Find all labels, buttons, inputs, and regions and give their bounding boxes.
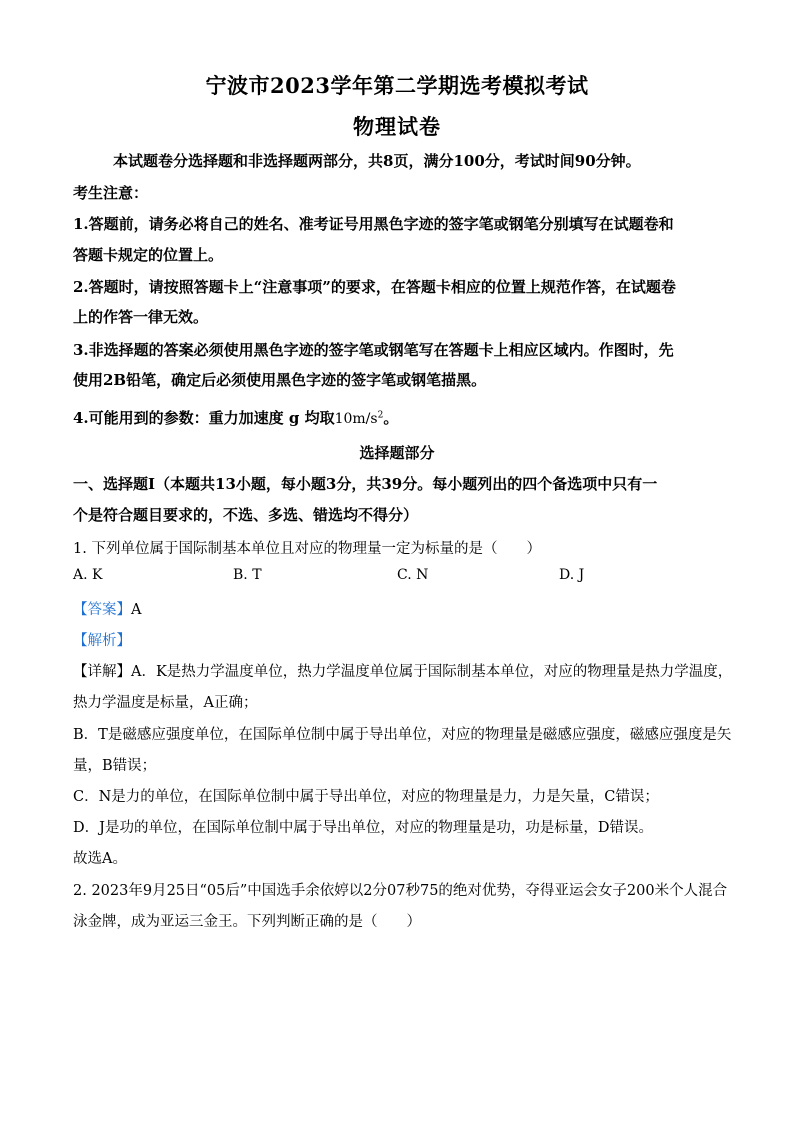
question-1-answer <box>73 598 733 619</box>
section-heading-line-2: 个是符合题目要求的，不选、多选、错选均不得分） <box>73 506 419 524</box>
notes-heading: 考生注意： <box>73 184 149 202</box>
question-1-d-line: D．J是功的单位，在国际单位制中属于导出单位，对应的物理量是功，功是标量，D错误。 <box>73 820 654 836</box>
question-1-option-c: C. N <box>397 567 429 583</box>
exam-title: 宁波市2023学年第二学期选考模拟考试 <box>205 73 589 98</box>
question-1-b-line-1: B．T是磁感应强度单位，在国际单位制中属于导出单位，对应的物理量是磁感应强度，磁感应强度是矢 <box>73 727 732 743</box>
note-1-line-1: 1.答题前，请务必将自己的姓名、准考证号用黑色字迹的签字笔或钢笔分别填写在试题卷和 <box>73 215 674 233</box>
note-4-prefix: 4.可能用到的参数：重力加速度 g 均取 <box>73 409 335 427</box>
answer-value: A <box>131 602 142 618</box>
question-1-option-b: B. T <box>233 567 262 583</box>
exam-subject: 物理试卷 <box>353 114 441 139</box>
note-4 <box>73 407 733 428</box>
question-1-b-line-2: 量，B错误； <box>73 758 157 774</box>
question-1-option-a: A. K <box>73 567 103 583</box>
intro-text: 本试题卷分选择题和非选择题两部分，共8页，满分100分，考试时间90分钟。 <box>113 152 641 170</box>
question-1-analysis <box>73 629 733 650</box>
detail-tag: 【详解】 <box>73 664 131 680</box>
gravity-unit <box>335 411 384 427</box>
note-3-line-2: 使用2B铅笔，确定后必须使用黑色字迹的签字笔或钢笔描黑。 <box>73 371 487 389</box>
note-2-line-1: 2.答题时，请按照答题卡上“注意事项”的要求，在答题卡相应的位置上规范作答，在试题卷 <box>73 278 676 296</box>
answer-tag: 【答案】 <box>73 602 131 618</box>
question-1-conclusion: 故选A。 <box>73 851 127 867</box>
question-2-stem-line-2: 泳金牌，成为亚运三金王。下列判断正确的是（ ） <box>73 914 421 930</box>
question-1-detail-line-2: 热力学温度是标量，A正确； <box>73 695 258 711</box>
question-1-stem: 1. 下列单位属于国际制基本单位且对应的物理量一定为标量的是（ ） <box>73 541 541 557</box>
question-1-c-line: C．N是力的单位，在国际单位制中属于导出单位，对应的物理量是力，力是矢量，C错误； <box>73 789 659 805</box>
question-1-option-d: D. J <box>559 567 585 583</box>
section-name: 选择题部分 <box>359 444 435 462</box>
gravity-unit-value: 10m/s <box>334 411 378 427</box>
analysis-tag: 【解析】 <box>73 633 131 649</box>
note-1-line-2: 答题卡规定的位置上。 <box>73 246 224 264</box>
note-2-line-2: 上的作答一律无效。 <box>73 308 209 326</box>
note-4-suffix: 。 <box>383 409 399 427</box>
question-1-detail-line-1 <box>73 660 733 681</box>
section-heading-line-1: 一、选择题Ⅰ（本题共13小题，每小题3分，共39分。每小题列出的四个备选项中只有一 <box>73 475 658 493</box>
detail-text: A．K是热力学温度单位，热力学温度单位属于国际制基本单位，对应的物理量是热力学温度， <box>131 664 733 680</box>
gravity-unit-exponent: 2 <box>377 410 384 421</box>
question-2-stem-line-1: 2. 2023年9月25日“05后”中国选手余依婷以2分07秒75的绝对优势，夺得亚运会女子200米个人混合 <box>73 883 728 899</box>
note-3-line-1: 3.非选择题的答案必须使用黑色字迹的签字笔或钢笔写在答题卡上相应区域内。作图时，先 <box>73 341 674 359</box>
